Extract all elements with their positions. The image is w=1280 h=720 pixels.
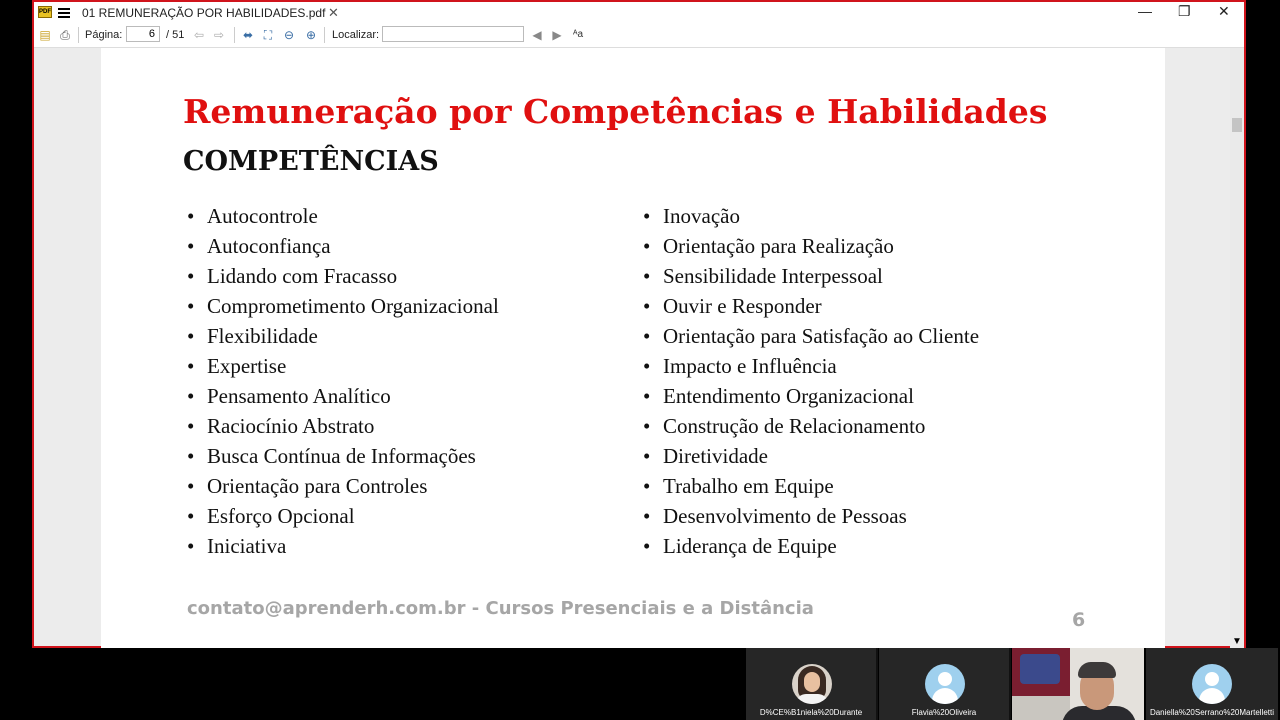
list-item: • Flexibilidade — [183, 321, 499, 351]
list-item: • Desenvolvimento de Pessoas — [639, 501, 979, 531]
participant-video — [1012, 648, 1144, 720]
fit-width-icon[interactable]: ⬌ — [242, 28, 254, 42]
close-tab-icon[interactable]: ✕ — [328, 5, 339, 20]
list-item: • Pensamento Analítico — [183, 381, 499, 411]
restore-button[interactable]: ❐ — [1178, 3, 1191, 19]
pdf-viewer-window — [32, 0, 1246, 648]
search-next-icon[interactable]: ▶ — [552, 28, 562, 42]
default-avatar-icon — [925, 664, 965, 704]
list-item: • Expertise — [183, 351, 499, 381]
list-item: • Diretividade — [639, 441, 979, 471]
list-item: • Inovação — [639, 201, 979, 231]
search-input[interactable] — [382, 26, 524, 42]
next-page-icon[interactable]: ⇨ — [213, 28, 225, 42]
page-number-input[interactable] — [126, 26, 160, 42]
list-item: • Orientação para Realização — [639, 231, 979, 261]
list-item: • Iniciativa — [183, 531, 499, 561]
list-item: • Impacto e Influência — [639, 351, 979, 381]
search-previous-icon[interactable]: ◀ — [532, 28, 542, 42]
participant-tile[interactable] — [746, 648, 878, 720]
participant-name: Flavia%20Oliveira — [911, 708, 977, 717]
print-icon[interactable]: ⎙ — [60, 28, 70, 42]
toolbar-divider — [78, 27, 79, 43]
participant-video-tile[interactable] — [1012, 648, 1144, 720]
search-label: Localizar: — [332, 29, 380, 41]
slide-subtitle: COMPETÊNCIAS — [183, 146, 439, 177]
slide-footer: contato@aprenderh.com.br - Cursos Presenciais e a Distância — [187, 598, 814, 619]
participant-tile[interactable] — [879, 648, 1011, 720]
fit-page-icon[interactable]: ⛶ — [263, 28, 273, 42]
competencies-left-list — [183, 201, 499, 561]
zoom-out-icon[interactable]: ⊖ — [283, 28, 295, 42]
hamburger-menu-icon[interactable] — [58, 8, 70, 18]
list-item: • Esforço Opcional — [183, 501, 499, 531]
list-item: • Autocontrole — [183, 201, 499, 231]
list-item: • Liderança de Equipe — [639, 531, 979, 561]
list-item: • Raciocínio Abstrato — [183, 411, 499, 441]
slide-title: Remuneração por Competências e Habilidades — [183, 92, 1048, 131]
title-bar — [34, 2, 1244, 23]
toolbar-divider — [234, 27, 235, 43]
minimize-button[interactable]: — — [1138, 3, 1152, 19]
list-item: • Autoconfiança — [183, 231, 499, 261]
list-item: • Sensibilidade Interpessoal — [639, 261, 979, 291]
default-avatar-icon — [1192, 664, 1232, 704]
previous-page-icon[interactable]: ⇦ — [193, 28, 205, 42]
list-item: • Comprometimento Organizacional — [183, 291, 499, 321]
match-case-icon[interactable]: ᴬa — [572, 29, 584, 40]
list-item: • Construção de Relacionamento — [639, 411, 979, 441]
scroll-down-icon[interactable]: ▼ — [1232, 636, 1242, 647]
toolbar — [34, 23, 1244, 48]
close-window-button[interactable]: ✕ — [1218, 3, 1230, 19]
slide-page-number: 6 — [1072, 609, 1086, 631]
open-file-icon[interactable]: ▤ — [39, 28, 51, 42]
page-label: Página: — [85, 29, 123, 41]
participant-name: Daniella%20Serrano%20Martelletti — [1149, 708, 1275, 717]
list-item: • Ouvir e Responder — [639, 291, 979, 321]
list-item: • Orientação para Controles — [183, 471, 499, 501]
toolbar-divider — [324, 27, 325, 43]
list-item: • Lidando com Fracasso — [183, 261, 499, 291]
list-item: • Trabalho em Equipe — [639, 471, 979, 501]
list-item: • Orientação para Satisfação ao Cliente — [639, 321, 979, 351]
zoom-in-icon[interactable]: ⊕ — [305, 28, 317, 42]
list-item: • Busca Contínua de Informações — [183, 441, 499, 471]
document-title: 01 REMUNERAÇÃO POR HABILIDADES.pdf — [82, 6, 326, 20]
scrollbar-thumb[interactable] — [1232, 118, 1242, 132]
participant-name: D%CE%B1niela%20Durante — [759, 708, 863, 717]
participant-tile[interactable] — [1146, 648, 1278, 720]
pdf-app-icon: PDF — [38, 6, 52, 18]
participant-photo — [792, 664, 832, 704]
page-total: / 51 — [166, 29, 185, 41]
vertical-scrollbar[interactable] — [1230, 48, 1244, 648]
pdf-page — [101, 48, 1165, 648]
video-call-participants — [746, 648, 1280, 720]
competencies-right-list — [639, 201, 979, 561]
list-item: • Entendimento Organizacional — [639, 381, 979, 411]
